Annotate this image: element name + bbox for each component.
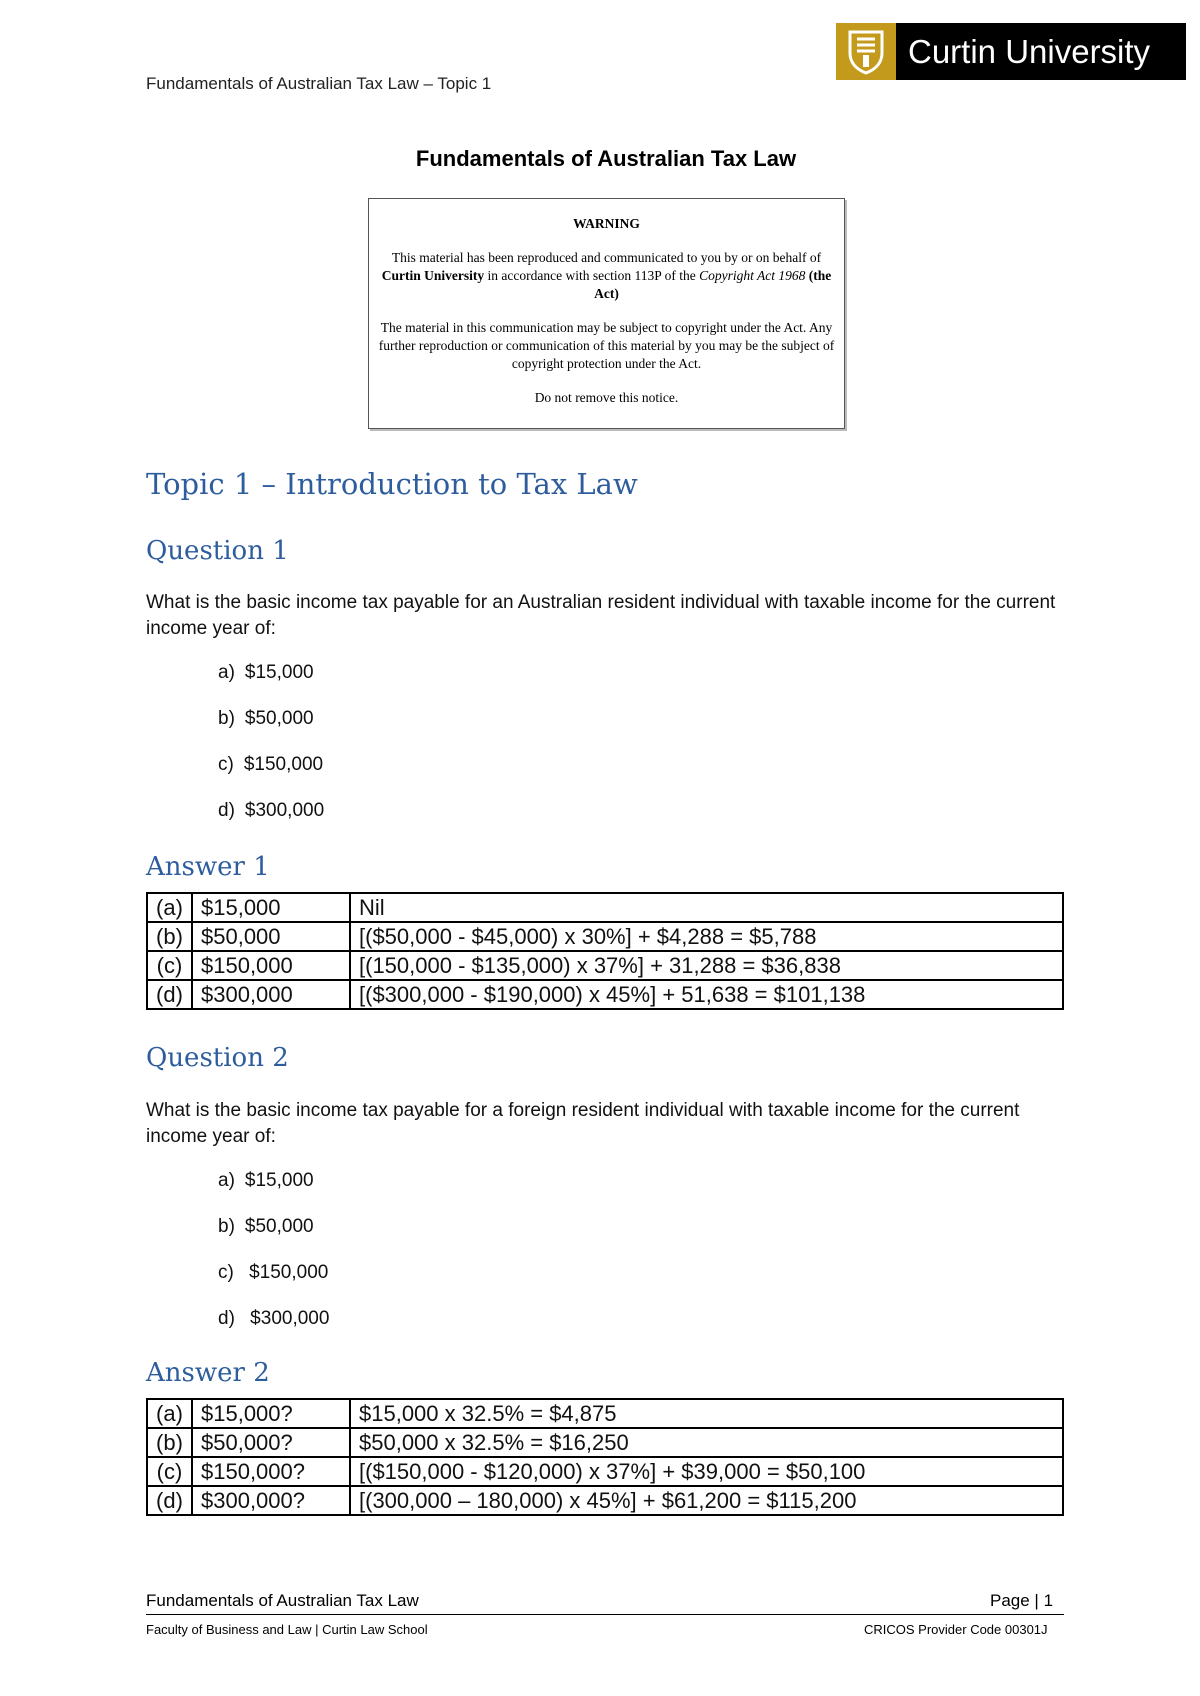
running-header: Fundamentals of Australian Tax Law – Topic 1 <box>146 74 492 93</box>
question-2-option: b) $50,000 <box>218 1216 314 1237</box>
copyright-warning-box <box>368 198 845 429</box>
topic-heading: Topic 1 – Introduction to Tax Law <box>146 467 638 501</box>
warning-heading: WARNING <box>573 216 640 231</box>
footer-page-number: Page | 1 <box>990 1591 1054 1610</box>
answer-1-heading: Answer 1 <box>146 852 270 882</box>
document-title: Fundamentals of Australian Tax Law <box>415 146 797 171</box>
warning-paragraph-2: The material in this communication may be subject to copyright under the Act. Any further reproduction or communication of this material by you may be the subject of copyright protection under the Act. <box>378 320 835 371</box>
footer-course-title: Fundamentals of Australian Tax Law <box>146 1591 419 1610</box>
question-2-heading: Question 2 <box>146 1043 289 1073</box>
question-2-option: d) $300,000 <box>218 1308 330 1329</box>
question-1-option: c) $150,000 <box>218 754 324 775</box>
table-row: (b) $50,000 [($50,000 - $45,000) x 30%] + $4,288 = $5,788 <box>147 922 1063 951</box>
table-row: (d) $300,000 [($300,000 - $190,000) x 45%] + 51,638 = $101,138 <box>147 980 1063 1009</box>
footer-cricos-code: CRICOS Provider Code 00301J <box>864 1622 1048 1637</box>
question-1-option: d) $300,000 <box>218 800 325 821</box>
answer-1-table <box>146 892 1064 1010</box>
table-row: (a) $15,000 Nil <box>147 893 1063 922</box>
question-2-option: a) $15,000 <box>218 1170 314 1191</box>
question-2-text: What is the basic income tax payable for a foreign resident individual with taxable income for the current income year of: <box>146 1100 1020 1147</box>
question-1-text: What is the basic income tax payable for an Australian resident individual with taxable income for the current income year of: <box>146 592 1056 639</box>
footer-divider <box>146 1614 1064 1615</box>
warning-paragraph-1: This material has been reproduced and communicated to you by or on behalf of Curtin University in accordance with section 113P of the Copyright Act 1968 (the Act) <box>381 250 832 301</box>
answer-2-heading: Answer 2 <box>146 1358 270 1388</box>
table-row: (c) $150,000 [(150,000 - $135,000) x 37%] + 31,288 = $36,838 <box>147 951 1063 980</box>
curtin-logo <box>836 23 1186 80</box>
table-row: (c) $150,000? [($150,000 - $120,000) x 37%] + $39,000 = $50,100 <box>147 1457 1063 1486</box>
table-row: (d) $300,000? [(300,000 – 180,000) x 45%] + $61,200 = $115,200 <box>147 1486 1063 1515</box>
question-2-option: c) $150,000 <box>218 1262 329 1283</box>
shield-icon <box>836 23 896 80</box>
question-1-option: b) $50,000 <box>218 708 314 729</box>
answer-2-table <box>146 1398 1064 1516</box>
warning-paragraph-3: Do not remove this notice. <box>534 390 679 405</box>
table-row: (b) $50,000? $50,000 x 32.5% = $16,250 <box>147 1428 1063 1457</box>
logo-text: Curtin University <box>896 23 1186 80</box>
footer-faculty: Faculty of Business and Law | Curtin Law School <box>146 1622 428 1637</box>
question-1-heading: Question 1 <box>146 536 289 566</box>
question-1-option: a) $15,000 <box>218 662 314 683</box>
table-row: (a) $15,000? $15,000 x 32.5% = $4,875 <box>147 1399 1063 1428</box>
